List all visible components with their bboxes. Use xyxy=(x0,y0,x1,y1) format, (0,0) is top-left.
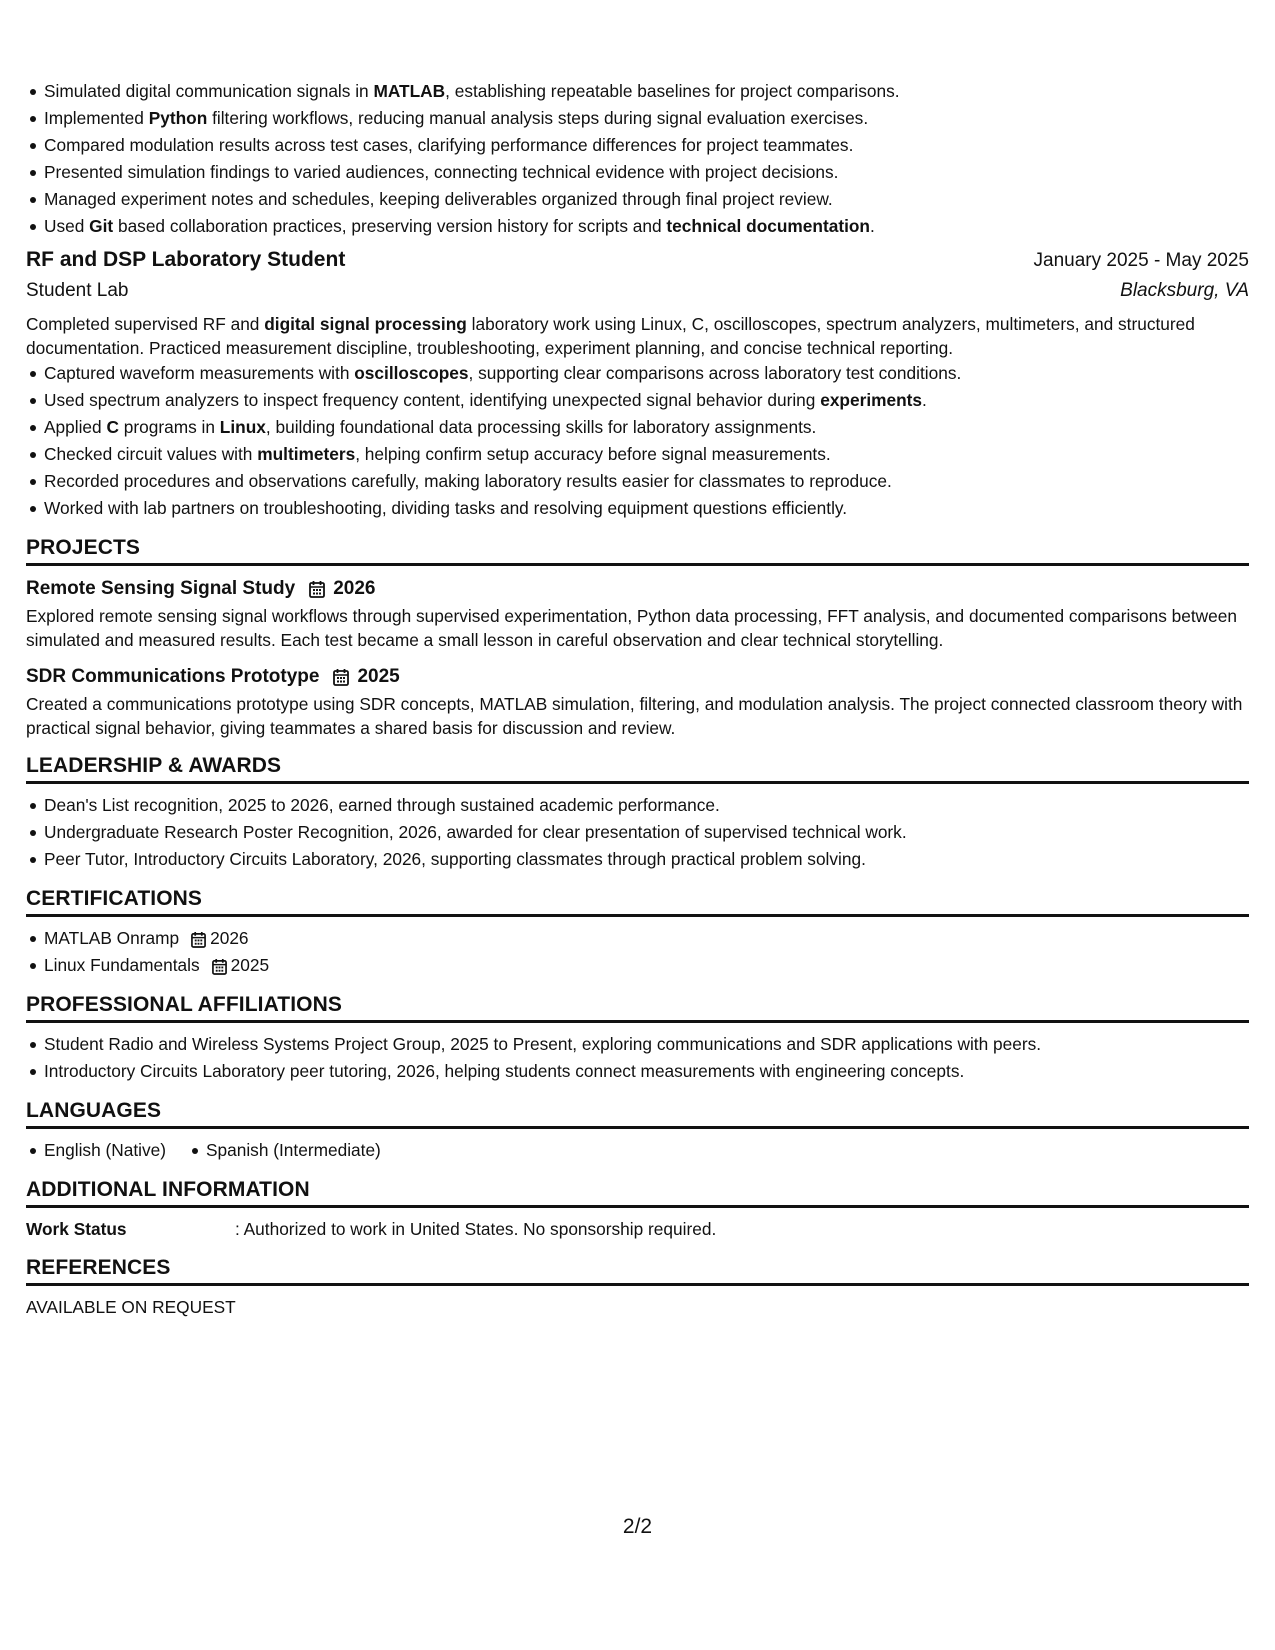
list-item: Applied C programs in Linux, building foundational data processing skills for laboratory assignments. xyxy=(26,414,1249,441)
section-title: LEADERSHIP & AWARDS xyxy=(26,754,1249,784)
resume-page xyxy=(26,78,1249,1320)
project-name: SDR Communications Prototype xyxy=(26,666,320,687)
project-entry xyxy=(26,574,1249,652)
project-entry xyxy=(26,662,1249,740)
leadership-section xyxy=(26,754,1249,873)
list-item: Peer Tutor, Introductory Circuits Laboratory, 2026, supporting classmates through practical problem solving. xyxy=(26,846,1249,873)
certification-name: MATLAB Onramp xyxy=(44,928,180,948)
affiliations-section xyxy=(26,993,1249,1085)
list-item: Checked circuit values with multimeters, helping confirm setup accuracy before signal measurements. xyxy=(26,441,1249,468)
section-title: LANGUAGES xyxy=(26,1099,1249,1129)
certifications-section xyxy=(26,887,1249,979)
list-item: Spanish (Intermediate) xyxy=(188,1137,381,1164)
list-item: Introductory Circuits Laboratory peer tutoring, 2026, helping students connect measurements with engineering concepts. xyxy=(26,1058,1249,1085)
references-text: AVAILABLE ON REQUEST xyxy=(26,1297,236,1317)
role-header xyxy=(26,248,1249,280)
list-item: Used Git based collaboration practices, preserving version history for scripts and technical documentation. xyxy=(26,213,1249,240)
role-dates: January 2025 - May 2025 xyxy=(1033,250,1249,271)
list-item: English (Native) xyxy=(26,1137,166,1164)
calendar-icon xyxy=(191,931,206,948)
languages-list xyxy=(26,1137,1249,1164)
list-item xyxy=(26,952,1249,979)
project-name: Remote Sensing Signal Study xyxy=(26,578,296,599)
role-description: Completed supervised RF and digital signal processing laboratory work using Linux, C, oscilloscopes, spectrum analyzers, multimeters, and structured documentation. Practiced measurement discipline, troubleshooting, experiment planning, and concise technical reporting. xyxy=(26,314,1195,358)
role-organization: Student Lab xyxy=(26,280,129,301)
leadership-list xyxy=(26,792,1249,873)
list-item xyxy=(26,925,1249,952)
projects-section xyxy=(26,536,1249,740)
additional-info-section xyxy=(26,1178,1249,1242)
certification-year: 2025 xyxy=(230,955,270,975)
certifications-list xyxy=(26,925,1249,979)
experience-bullets xyxy=(26,78,1249,240)
certification-year: 2026 xyxy=(210,928,249,948)
section-title: PROFESSIONAL AFFILIATIONS xyxy=(26,993,1249,1023)
list-item: Undergraduate Research Poster Recognition, 2026, awarded for clear presentation of supervised technical work. xyxy=(26,819,1249,846)
list-item: Captured waveform measurements with oscilloscopes, supporting clear comparisons across laboratory test conditions. xyxy=(26,360,1249,387)
section-title: PROJECTS xyxy=(26,536,1249,566)
project-header xyxy=(26,662,1249,692)
calendar-icon xyxy=(309,580,325,598)
role-location: Blacksburg, VA xyxy=(1120,280,1249,301)
list-item: Recorded procedures and observations carefully, making laboratory results easier for classmates to reproduce. xyxy=(26,468,1249,495)
role-subheader xyxy=(26,280,1249,312)
list-item: Used spectrum analyzers to inspect frequency content, identifying unexpected signal behavior during experiments. xyxy=(26,387,1249,414)
list-item: Presented simulation findings to varied audiences, connecting technical evidence with project decisions. xyxy=(26,159,1249,186)
list-item: Simulated digital communication signals in MATLAB, establishing repeatable baselines for project comparisons. xyxy=(26,78,1249,105)
references-section xyxy=(26,1256,1249,1320)
list-item: Implemented Python filtering workflows, reducing manual analysis steps during signal evaluation exercises. xyxy=(26,105,1249,132)
project-header xyxy=(26,574,1249,604)
list-item: Student Radio and Wireless Systems Project Group, 2025 to Present, exploring communications and SDR applications with peers. xyxy=(26,1031,1249,1058)
list-item: Managed experiment notes and schedules, keeping deliverables organized through final project review. xyxy=(26,186,1249,213)
list-item: Worked with lab partners on troubleshooting, dividing tasks and resolving equipment questions efficiently. xyxy=(26,495,1249,522)
section-title: CERTIFICATIONS xyxy=(26,887,1249,917)
languages-section xyxy=(26,1099,1249,1164)
list-item: Dean's List recognition, 2025 to 2026, earned through sustained academic performance. xyxy=(26,792,1249,819)
work-status-label: Work Status xyxy=(26,1219,127,1239)
calendar-icon xyxy=(333,668,349,686)
affiliations-list xyxy=(26,1031,1249,1085)
work-status-value: : Authorized to work in United States. No sponsorship required. xyxy=(235,1219,717,1239)
project-year: 2025 xyxy=(357,666,400,687)
page-number: 2/2 xyxy=(622,1515,653,1538)
section-title: REFERENCES xyxy=(26,1256,1249,1286)
role-bullets xyxy=(26,360,1249,522)
role-title: RF and DSP Laboratory Student xyxy=(26,248,346,271)
work-status-row xyxy=(26,1216,1249,1242)
calendar-icon xyxy=(212,958,227,975)
project-year: 2026 xyxy=(333,578,376,599)
project-description: Explored remote sensing signal workflows through supervised experimentation, Python data processing, FFT analysis, and documented comparisons between simulated and measured results. Each test became a small lesson in careful observation and clear technical storytelling. xyxy=(26,606,1237,650)
section-title: ADDITIONAL INFORMATION xyxy=(26,1178,1249,1208)
certification-name: Linux Fundamentals xyxy=(44,955,200,975)
list-item: Compared modulation results across test cases, clarifying performance differences for project teammates. xyxy=(26,132,1249,159)
project-description: Created a communications prototype using SDR concepts, MATLAB simulation, filtering, and modulation analysis. The project connected classroom theory with practical signal behavior, giving teammates a shared basis for discussion and review. xyxy=(26,694,1243,738)
